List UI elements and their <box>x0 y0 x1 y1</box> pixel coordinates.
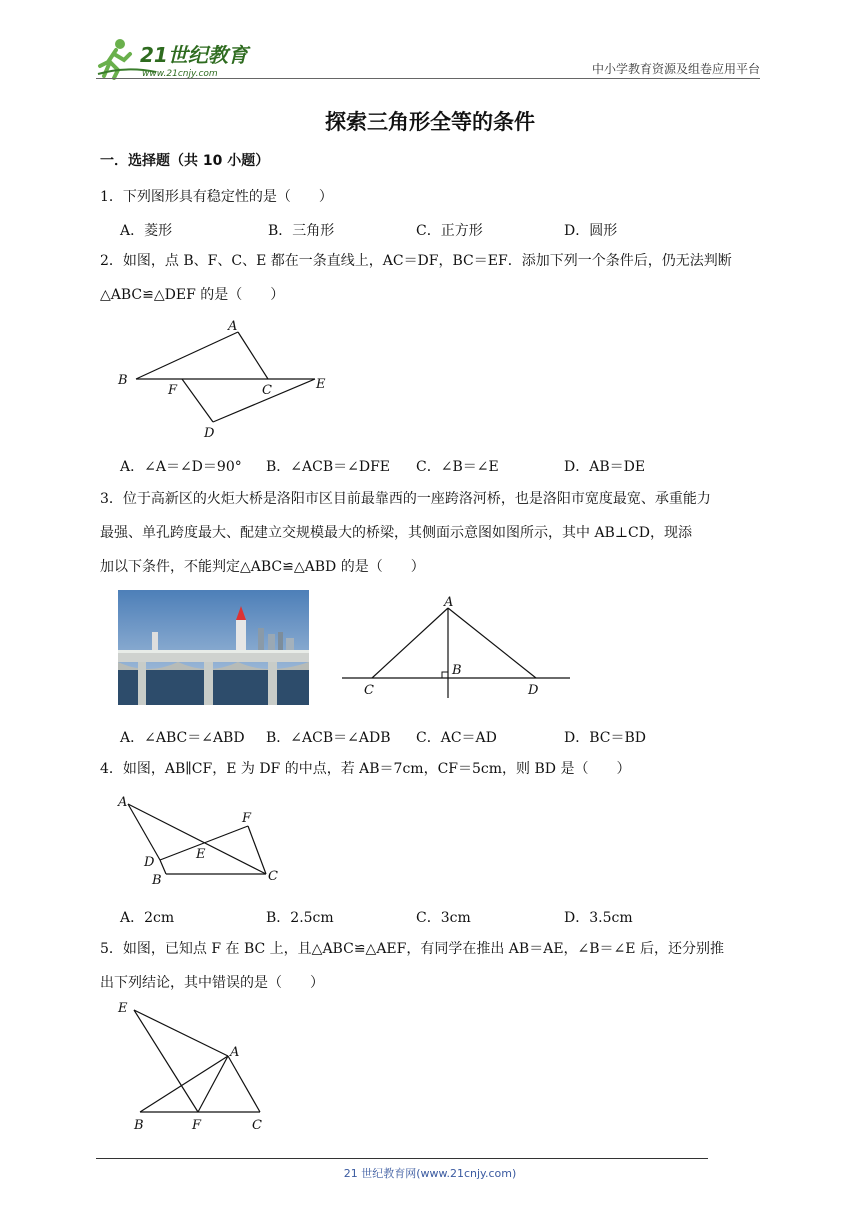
question-1-text: 1．下列图形具有稳定性的是（ ） <box>100 189 333 205</box>
q3-label-b: B <box>452 663 462 678</box>
q3-option-c[interactable]: C．AC＝AD <box>416 730 497 746</box>
q1-option-a[interactable]: A．菱形 <box>120 223 173 239</box>
q2-label-e: E <box>316 377 326 392</box>
q2-label-a: A <box>228 319 238 334</box>
question-5-text <box>100 932 764 1000</box>
q4-label-b: B <box>152 873 162 888</box>
q2-label-d: D <box>204 426 215 441</box>
q2-line-2: △ABC≌△DEF 的是（ ） <box>100 287 285 303</box>
q5-line-2: 出下列结论，其中错误的是（ ） <box>100 975 324 991</box>
q5-label-e: E <box>118 1001 128 1016</box>
section-heading: 一．选择题（共 10 小题） <box>100 153 270 169</box>
header-divider <box>96 78 760 79</box>
runner-logo-icon <box>96 36 266 80</box>
q4-option-a[interactable]: A．2cm <box>120 910 175 926</box>
q2-label-c: C <box>262 383 272 398</box>
header-platform-text: 中小学教育资源及组卷应用平台 <box>591 62 760 76</box>
q3-line-1: 3．位于高新区的火炬大桥是洛阳市区目前最靠西的一座跨洛河桥，也是洛阳市宽度最宽、承重能力 <box>100 491 711 507</box>
q4-label-a: A <box>118 795 128 810</box>
logo-text: 21世纪教育 <box>140 43 248 67</box>
q3-option-a[interactable]: A．∠ABC＝∠ABD <box>120 730 245 746</box>
q5-line-1: 5．如图，已知点 F 在 BC 上，且△ABC≌△AEF，有同学在推出 AB＝AE，∠B＝∠E 后，还分别推 <box>100 941 724 957</box>
q1-option-d[interactable]: D．圆形 <box>564 223 618 239</box>
q4-option-d[interactable]: D．3.5cm <box>564 910 633 926</box>
q1-option-b[interactable]: B．三角形 <box>268 223 335 239</box>
q2-option-c[interactable]: C．∠B＝∠E <box>416 459 499 475</box>
site-logo <box>96 36 266 80</box>
q4-option-c[interactable]: C．3cm <box>416 910 471 926</box>
q2-option-a[interactable]: A．∠A＝∠D＝90° <box>120 459 242 475</box>
q4-label-f: F <box>242 811 252 826</box>
q3-label-d: D <box>528 683 539 698</box>
q4-label-e: E <box>196 847 206 862</box>
q3-line-3: 加以下条件，不能判定△ABC≌△ABD 的是（ ） <box>100 559 425 575</box>
logo-url: www.21cnjy.com <box>142 69 218 79</box>
q2-option-d[interactable]: D．AB＝DE <box>564 459 646 475</box>
footer-divider <box>96 1158 708 1159</box>
question-2-text <box>100 244 764 312</box>
q3-option-d[interactable]: D．BC＝BD <box>564 730 646 746</box>
question-4-text: 4．如图，AB∥CF，E 为 DF 的中点，若 AB＝7cm，CF＝5cm，则 BD 是（ ） <box>100 761 631 777</box>
q5-label-b: B <box>134 1118 144 1133</box>
q2-figure <box>110 312 340 442</box>
q1-option-c[interactable]: C．正方形 <box>416 223 483 239</box>
q3-label-a: A <box>444 595 454 610</box>
bridge-photo <box>118 590 309 705</box>
q4-figure <box>112 790 287 890</box>
q5-label-a: A <box>230 1045 240 1060</box>
q3-option-b[interactable]: B．∠ACB＝∠ADB <box>266 730 391 746</box>
q5-figure <box>112 998 282 1138</box>
q4-label-d: D <box>144 855 155 870</box>
q4-option-b[interactable]: B．2.5cm <box>266 910 334 926</box>
footer-text[interactable]: 21 世纪教育网(www.21cnjy.com) <box>343 1167 517 1180</box>
q2-label-b: B <box>118 373 128 388</box>
question-3-text <box>100 482 764 584</box>
q3-label-c: C <box>364 683 374 698</box>
q2-label-f: F <box>168 383 178 398</box>
q2-option-b[interactable]: B．∠ACB＝∠DFE <box>266 459 391 475</box>
q3-line-2: 最强、单孔跨度最大、配建立交规模最大的桥梁，其侧面示意图如图所示，其中 AB⊥CD，现添 <box>100 525 692 541</box>
q5-label-f: F <box>192 1118 202 1133</box>
q4-label-c: C <box>268 869 278 884</box>
page-title: 探索三角形全等的条件 <box>325 110 535 134</box>
q3-figure <box>338 594 573 702</box>
q2-line-1: 2．如图，点 B、F、C、E 都在一条直线上，AC＝DF，BC＝EF．添加下列一个条件后，仍无法判断 <box>100 253 732 269</box>
q5-label-c: C <box>252 1118 262 1133</box>
